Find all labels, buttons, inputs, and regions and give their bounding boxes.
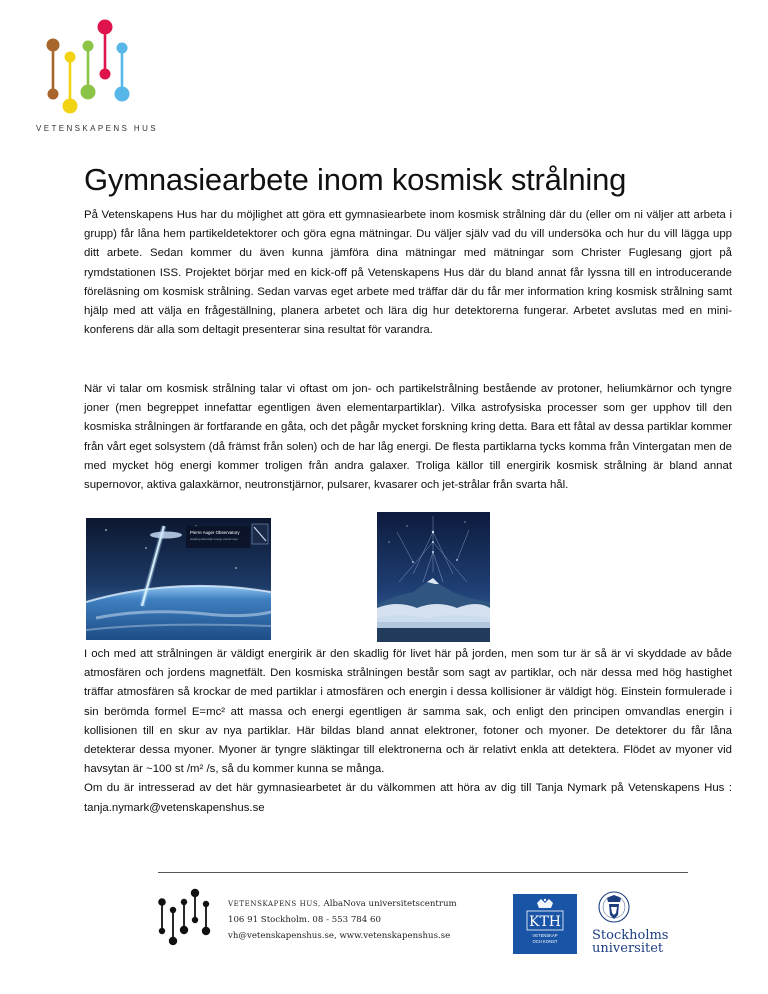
su-wordmark — [592, 929, 668, 955]
air-shower-diagram-image — [377, 512, 490, 642]
logo-wordmark: VETENSKAPENS HUS — [36, 124, 158, 133]
footer-org-name: VETENSKAPENS HUS, — [228, 900, 321, 908]
cosmic-ray-earth-image — [86, 518, 271, 640]
kth-sub-1: VETENSKAP — [532, 933, 558, 938]
image1-subcaption: studying ultra-high energy cosmic rays — [190, 537, 238, 541]
page-title: Gymnasiearbete inom kosmisk strålning — [84, 162, 627, 197]
su-line-1: Stockholms — [592, 928, 669, 943]
paragraph-contact: Om du är intresserad av det här gymnasiearbetet är du välkommen att höra av dig till Tanja Nymark på Vetenskapens Hus : tanja.nymark@vetenskapenshus.se — [84, 782, 732, 814]
footer-address: 106 91 Stockholm. 08 - 553 784 60 — [228, 915, 381, 925]
paragraph-atmosphere — [84, 645, 732, 818]
footer-divider — [158, 872, 688, 873]
su-line-2: universitet — [592, 941, 664, 956]
kth-logo — [513, 894, 577, 954]
paragraph-cosmic-radiation: När vi talar om kosmisk strålning talar vi oftast om jon- och partikelstrålning bestående av protoner, heliumkärnor och tyngre joner (men begreppet innefattar egentligen även elementarpartiklar). Vilka astrofysiska processer som ger upphov till den kosmiska strålningen är fortfarande en gåta, och det pågår mycket forskning kring detta. Bara ett fåtal av dessa partiklar kommer från vårt eget solsystem (då främst från solen) och de har låg energi. De flesta partiklarna tycks komma från Vintergatan men de med mycket hög energi kommer troligen från andra galaxer. Troliga källor till energirik kosmisk strålning är bland annat supernovor, aktiva galaxkärnor, neutronstjärnor, pulsarer, kvasarer och jet-strålar från svarta hål. — [84, 383, 732, 492]
footer-address-block — [228, 896, 457, 944]
image1-caption: Pierre Auger Observatory — [190, 530, 240, 535]
paragraph-atmosphere-text: I och med att strålningen är väldigt energirik är den skadlig för livet här på jorden, men som tur är så är vi skyddade av både atmosfären och jordens magnetfält. Den kosmiska strålningen består som sagt av partiklar, och när dessa med hög hastighet träffar atmosfären så krockar de med partiklar i atmosfären och energin i dessa kollisioner är väldigt hög. Einstein formulerade i sin berömda formel E=mc² att massa och energi egentligen är samma sak, och enligt den principen omvandlas energin i kollisionen till en skur av nya partiklar. Här bildas bland annat elektroner, fotoner och myoner. De detektorer du får låna detekterar dessa myoner. Myoner är tyngre släktingar till elektronerna och är relativt enkla att detektera. Flödet av myoner vid havsytan är ~100 st /m² /s, så du kommer kunna se många. — [84, 648, 732, 776]
footer-org-line — [228, 896, 457, 912]
footer-org-location: AlbaNova universitetscentrum — [323, 899, 457, 909]
footer-vetenskapens-hus-logo — [154, 888, 218, 954]
footer-contact: vh@vetenskapenshus.se, www.vetenskapenshus.se — [228, 931, 451, 941]
kth-logo-text: KTH — [528, 914, 562, 930]
vetenskapens-hus-logo — [36, 18, 156, 138]
kth-sub-2: OCH KONST — [532, 939, 558, 944]
paragraph-intro: På Vetenskapens Hus har du möjlighet att göra ett gymnasiearbete inom kosmisk strålning där du (eller om ni väljer att arbeta i grupp) får låna hem partikeldetektorer och göra egna mätningar. Du väljer själv vad du vill undersöka och hur du vill lägga upp ditt arbete. Sedan kommer du även kunna jämföra dina mätningar med mätningar som Christer Fuglesang gjort på rymdstationen ISS. Projektet börjar med en kick-off på Vetenskapens Hus där du bland annat får lyssna till en introducerande föreläsning om kosmisk strålning. Sedan varvas eget arbete med träffar där du får mer information kring kosmisk strålning samt hjälp med att välja en frågeställning, planera arbetet och lära dig hur detektorerna fungerar. Arbetet avslutas med en mini-konferens där alla som deltagit presenterar sina resultat för varandra. — [84, 209, 732, 337]
